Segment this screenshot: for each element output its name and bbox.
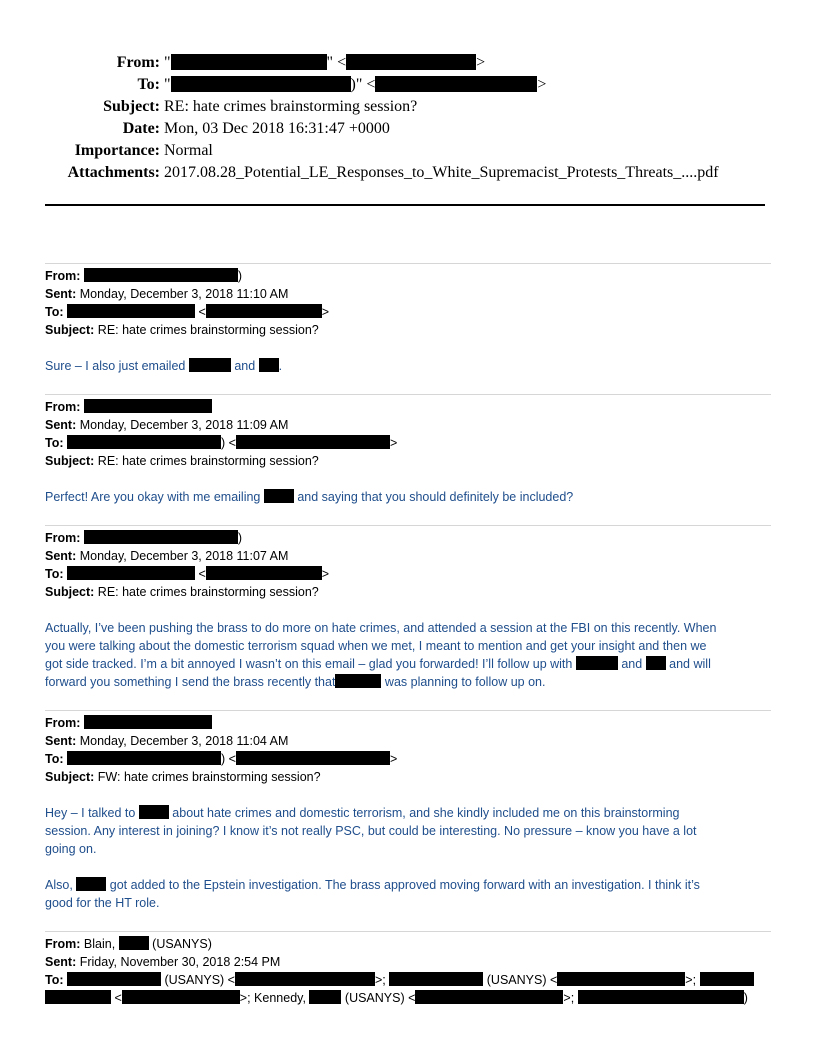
email-3-from <box>45 529 242 547</box>
email-4-sent <box>45 732 288 750</box>
redaction-block <box>206 566 322 580</box>
sent-label: Sent: <box>45 418 77 432</box>
header-from-separator: " < <box>326 54 347 71</box>
redaction-block <box>171 54 327 70</box>
email-3-body-line-1: Actually, I’ve been pushing the brass to do more on hate crimes, and attended a session at the FBI on this recently. When <box>45 621 717 635</box>
redaction-block <box>576 656 618 670</box>
email-2-to <box>45 434 397 452</box>
sent-label: Sent: <box>45 287 77 301</box>
to-value: < <box>114 991 122 1005</box>
angle-close: > <box>321 567 330 581</box>
to-value: >; <box>685 973 697 987</box>
header-subject-value: RE: hate crimes brainstorming session? <box>164 98 418 115</box>
sent-label: Sent: <box>45 955 77 969</box>
redaction-block <box>259 358 279 372</box>
email-1-from <box>45 267 242 285</box>
redaction-block <box>236 751 390 765</box>
body-text: Perfect! Are you okay with me emailing <box>45 490 261 504</box>
redaction-block <box>578 990 744 1004</box>
to-value: (USANYS) < <box>164 973 235 987</box>
email-3-body-line-2: you were talking about the domestic terrorism squad when we met, I meant to mention and get your insight and then we <box>45 639 707 653</box>
redaction-block <box>84 530 238 544</box>
from-label: From: <box>45 937 81 951</box>
body-text: was planning to follow up on. <box>384 675 546 689</box>
body-text: and saying that you should definitely be included? <box>297 490 574 504</box>
sent-value: Monday, December 3, 2018 11:07 AM <box>79 549 289 563</box>
email-4-to <box>45 750 397 768</box>
to-label: To: <box>45 567 64 581</box>
redaction-block <box>375 76 537 92</box>
email-3-sent <box>45 547 288 565</box>
email-4-body-line-1 <box>45 804 775 822</box>
header-attachments-label: Attachments: <box>67 164 160 181</box>
to-value: ) <box>743 991 748 1005</box>
email-header <box>0 52 780 192</box>
redaction-block <box>235 972 375 986</box>
body-text: Also, <box>45 878 73 892</box>
message-separator <box>45 931 771 932</box>
redaction-block <box>67 972 161 986</box>
redaction-block <box>45 990 111 1004</box>
redaction-block <box>389 972 483 986</box>
redaction-block <box>84 268 238 282</box>
header-date-value: Mon, 03 Dec 2018 16:31:47 +0000 <box>164 120 390 137</box>
email-5-from <box>45 935 212 953</box>
redaction-block <box>700 972 754 986</box>
redaction-block <box>122 990 240 1004</box>
from-label: From: <box>45 531 81 545</box>
subject-value: RE: hate crimes brainstorming session? <box>97 585 319 599</box>
to-value: (USANYS) < <box>486 973 558 987</box>
subject-value: FW: hate crimes brainstorming session? <box>97 770 321 784</box>
email-1-subject <box>45 321 319 339</box>
redaction-block <box>67 751 221 765</box>
body-text: got added to the Epstein investigation. The brass approved moving forward with an investigation. I think it’s <box>109 878 700 892</box>
from-value: (USANYS) <box>152 937 212 951</box>
angle-close: > <box>476 54 486 71</box>
to-separator: ) < <box>221 436 236 450</box>
header-divider <box>45 204 765 206</box>
email-4-body-line-5: good for the HT role. <box>45 896 160 910</box>
email-5-to-line-1 <box>45 971 754 989</box>
email-4-body-line-2: session. Any interest in joining? I know it’s not really PSC, but could be interesting. No pressure – know you have a lot <box>45 824 697 838</box>
redaction-block <box>189 358 231 372</box>
redaction-block <box>346 54 476 70</box>
from-label: From: <box>45 400 81 414</box>
header-to-separator: )" < <box>350 76 376 93</box>
email-5-to-line-2 <box>45 989 748 1007</box>
to-separator: < <box>198 305 206 319</box>
header-subject-row <box>0 96 760 118</box>
subject-label: Subject: <box>45 585 95 599</box>
sent-value: Monday, December 3, 2018 11:04 AM <box>79 734 289 748</box>
email-1-body <box>45 357 775 375</box>
message-separator <box>45 710 771 711</box>
email-2-subject <box>45 452 319 470</box>
header-from-value <box>164 52 485 74</box>
to-value: >; <box>375 973 386 987</box>
header-date-label: Date: <box>122 120 160 137</box>
sent-label: Sent: <box>45 734 77 748</box>
header-importance-label: Importance: <box>74 142 160 159</box>
header-to-label: To: <box>137 76 160 93</box>
angle-close: > <box>389 752 398 766</box>
sent-value: Monday, December 3, 2018 11:09 AM <box>79 418 289 432</box>
sent-value: Friday, November 30, 2018 2:54 PM <box>79 955 281 969</box>
body-text: Hey – I talked to <box>45 806 136 820</box>
to-label: To: <box>45 305 64 319</box>
redaction-block <box>557 972 685 986</box>
message-separator <box>45 394 771 395</box>
redaction-block <box>84 399 212 413</box>
body-text: and <box>621 657 643 671</box>
email-2-sent <box>45 416 288 434</box>
subject-label: Subject: <box>45 323 95 337</box>
redaction-block <box>67 435 221 449</box>
email-3-body-line-4 <box>45 673 775 691</box>
email-4-body-line-4 <box>45 876 775 894</box>
sent-label: Sent: <box>45 549 77 563</box>
email-3-body-line-3 <box>45 655 775 673</box>
subject-label: Subject: <box>45 454 95 468</box>
to-label: To: <box>45 752 64 766</box>
redaction-block <box>309 990 341 1004</box>
redaction-block <box>67 566 195 580</box>
redaction-block <box>76 877 106 891</box>
body-text: about hate crimes and domestic terrorism, and she kindly included me on this brainstorming <box>172 806 680 820</box>
redaction-block <box>171 76 351 92</box>
message-separator <box>45 525 771 526</box>
email-2-from <box>45 398 212 416</box>
email-1-to <box>45 303 329 321</box>
from-label: From: <box>45 269 81 283</box>
header-importance-value: Normal <box>164 142 213 159</box>
angle-close: > <box>537 76 547 93</box>
body-text: Sure – I also just emailed <box>45 359 186 373</box>
subject-value: RE: hate crimes brainstorming session? <box>97 454 319 468</box>
quote-mark: " <box>164 76 171 93</box>
email-3-to <box>45 565 329 583</box>
body-text: got side tracked. I’m a bit annoyed I wasn’t on this email – glad you forwarded! I’ll follow up with <box>45 657 573 671</box>
redaction-block <box>119 936 149 950</box>
redaction-block <box>84 715 212 729</box>
redaction-block <box>67 304 195 318</box>
from-label: From: <box>45 716 81 730</box>
from-value: Blain, <box>83 937 116 951</box>
to-separator: ) < <box>221 752 236 766</box>
redaction-block <box>415 990 563 1004</box>
to-label: To: <box>45 973 64 987</box>
email-3-subject <box>45 583 319 601</box>
header-subject-label: Subject: <box>103 98 160 115</box>
email-1-sent <box>45 285 288 303</box>
to-separator: < <box>198 567 206 581</box>
subject-label: Subject: <box>45 770 95 784</box>
to-value: >; <box>563 991 575 1005</box>
to-label: To: <box>45 436 64 450</box>
header-to-row <box>0 74 760 96</box>
from-value-tail: ) <box>237 269 243 283</box>
subject-value: RE: hate crimes brainstorming session? <box>97 323 319 337</box>
header-date-row <box>0 118 760 140</box>
email-2-body <box>45 488 775 506</box>
email-4-from <box>45 714 212 732</box>
angle-close: > <box>389 436 398 450</box>
redaction-block <box>264 489 294 503</box>
redaction-block <box>646 656 666 670</box>
redaction-block <box>206 304 322 318</box>
redaction-block <box>139 805 169 819</box>
quote-mark: " <box>164 54 171 71</box>
body-text: and <box>234 359 256 373</box>
to-value: (USANYS) < <box>344 991 416 1005</box>
header-from-row <box>0 52 760 74</box>
email-5-sent <box>45 953 280 971</box>
body-text: . <box>278 359 283 373</box>
redaction-block <box>335 674 381 688</box>
sent-value: Monday, December 3, 2018 11:10 AM <box>79 287 289 301</box>
email-4-subject <box>45 768 321 786</box>
angle-close: > <box>321 305 330 319</box>
header-to-value <box>164 74 546 96</box>
email-4-body-line-3: going on. <box>45 842 97 856</box>
header-importance-row <box>0 140 760 162</box>
attachment-link[interactable]: 2017.08.28_Potential_LE_Responses_to_White_Supremacist_Protests_Threats_....pdf <box>164 164 719 181</box>
body-text: forward you something I send the brass recently that <box>45 675 336 689</box>
header-from-label: From: <box>116 54 160 71</box>
from-value-tail: ) <box>237 531 243 545</box>
header-attachments-row <box>0 162 760 184</box>
redaction-block <box>236 435 390 449</box>
message-separator <box>45 263 771 264</box>
body-text: and will <box>669 657 711 671</box>
to-value: >; Kennedy, <box>239 991 306 1005</box>
